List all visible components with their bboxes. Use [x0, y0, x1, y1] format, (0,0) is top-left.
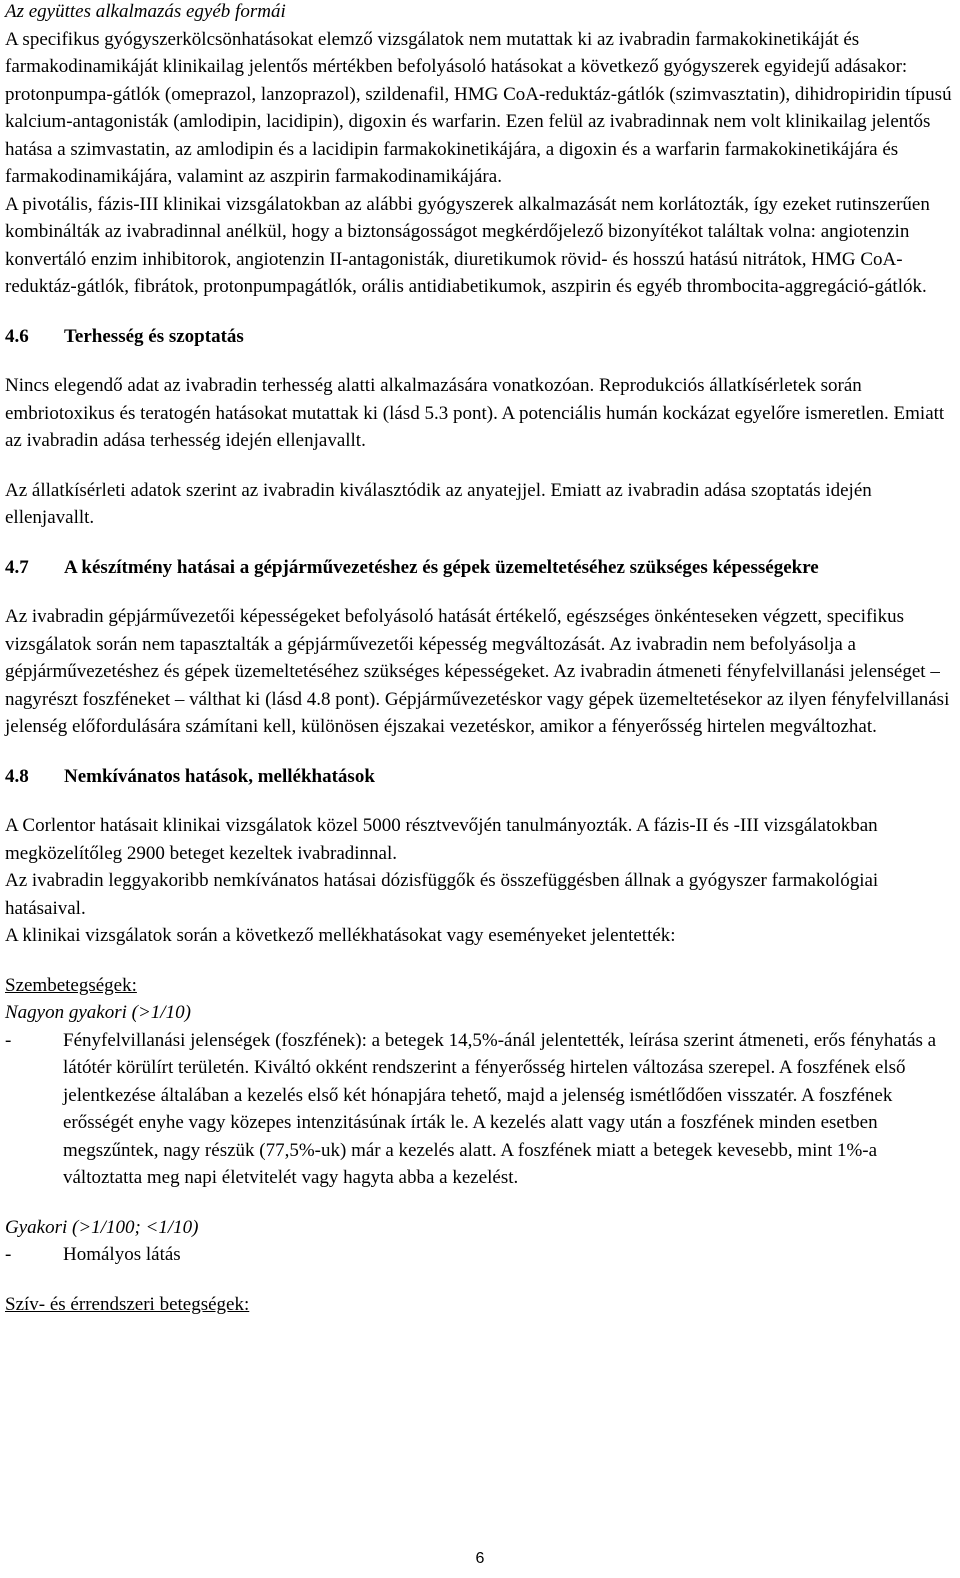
frequency-label: Gyakori (>1/100; <1/10): [5, 1216, 199, 1238]
paragraph: Az ivabradin leggyakoribb nemkívánatos hatásai dózisfüggők és összefüggésben állnak a gyógyszer farmakológiai hatásaival.: [5, 870, 879, 919]
list-dash: -: [5, 1029, 12, 1051]
paragraph: Az állatkísérleti adatok szerint az ivabradin kiválasztódik az anyatejjel. Emiatt az ivabradin adása szoptatás idején ellenjavallt.: [5, 479, 872, 528]
paragraph: Az ivabradin gépjárművezetői képességeket befolyásoló hatását értékelő, egészséges önkénteseken végzett, specifikus vizsgálatok során nem tapasztalták a gépjárművezetői képesség megváltozását. Az ivabradin nem befolyásolja a gépjárművezetéshez és gépek üzemeltetéséhez szükséges képességeket. Az ivabradin átmeneti fényfelvillanási jelenséget – nagyrészt foszféneket – válthat ki (lásd 4.8 pont). Gépjárművezetéskor vagy gépek üzemeltetésekor az ilyen fényfelvillanási jelenség előfordulására számítani kell, különösen éjszakai vezetéskor, amikor a fényerősség hirtelen megváltozhat.: [5, 606, 950, 737]
list-item: [5, 1241, 953, 1269]
list-item-text: Homályos látás: [63, 1244, 181, 1265]
list-dash: -: [5, 1244, 12, 1265]
page-number: 6: [475, 1550, 485, 1567]
section-subtitle: Az együttes alkalmazás egyéb formái: [5, 1, 286, 22]
section-number: 4.6: [5, 325, 29, 347]
paragraph: A pivotális, fázis-III klinikai vizsgálatokban az alábbi gyógyszerek alkalmazását nem korlátozták, így ezeket rutinszerűen kombinálták az ivabradinnal anélkül, hogy a biztonságosságot megkérdőjelező bizonyítékot találtak volna: angiotenzin konvertáló enzim inhibitorok, angiotenzin II-antagonisták, diuretikumok rövid- és hosszú hatású nitrátok, HMG CoA-reduktáz-gátlók, fibrátok, protonpumpagátlók, orális antidiabetikumok, aszpirin és egyéb thrombocita-aggregáció-gátlók.: [5, 193, 930, 297]
soc-heading: Szív- és érrendszeri betegségek:: [5, 1293, 250, 1315]
soc-heading: Szembetegségek:: [5, 974, 137, 996]
section-number: 4.8: [5, 765, 29, 787]
section-heading-4-6: [5, 323, 953, 351]
document-page: [5, 0, 953, 1318]
section-heading-4-8: [5, 763, 953, 791]
section-number: 4.7: [5, 556, 29, 578]
section-title: Terhesség és szoptatás: [64, 325, 244, 347]
section-title: A készítmény hatásai a gépjárművezetéshez és gépek üzemeltetéséhez szükséges képességekre: [64, 556, 819, 578]
paragraph: A klinikai vizsgálatok során a következő mellékhatásokat vagy eseményeket jelentették:: [5, 925, 676, 946]
list-item: [5, 1027, 953, 1192]
paragraph: A specifikus gyógyszerkölcsönhatásokat elemző vizsgálatok nem mutattak ki az ivabradin farmakokinetikáját és farmakodinamikáját klinikailag jelentős mértékben befolyásoló hatásokat a következő gyógyszerek egyidejű adásakor: protonpumpa-gátlók (omeprazol, lanzoprazol), szildenafil, HMG CoA-reduktáz-gátlók (szimvasztatin), dihidropiridin típusú kalcium-antagonisták (amlodipin, lacidipin), digoxin és warfarin. Ezen felül az ivabradinnak nem volt klinikailag jelentős hatása a szimvastatin, az amlodipin és a lacidipin farmakokinetikájára, a digoxin és a warfarin farmakokinetikájára és farmakodinamikájára, valamint az aszpirin farmakodinamikájára.: [5, 28, 952, 187]
section-title: Nemkívánatos hatások, mellékhatások: [64, 765, 375, 787]
section-heading-4-7: [5, 554, 953, 582]
list-item-text: Fényfelvillanási jelenségek (foszfének): a betegek 14,5%-ánál jelentették, leírása szerint átmeneti, erős fényhatás a látótér körülírt területén. Kiváltó okként rendszerint a fényerősség hirtelen változása szerepel. A foszfének első jelentkezése általában a kezelés első két hónapjára tehető, majd a jelenség ismétlődően visszatér. A foszfének erősségét enyhe vagy közepes intenzitásúnak írták le. A kezelés alatt vagy után a foszfének minden esetben megszűntek, nagy részük (77,5%-uk) már a kezelés alatt. A foszfének miatt a betegek kevesebb, mint 1%-a változtatta meg napi életvitelét vagy hagyta abba a kezelést.: [63, 1029, 937, 1188]
paragraph: A Corlentor hatásait klinikai vizsgálatok közel 5000 résztvevőjén tanulmányozták. A fázis-II és -III vizsgálatokban megközelítőleg 2900 beteget kezeltek ivabradinnal.: [5, 815, 878, 864]
frequency-label: Nagyon gyakori (>1/10): [5, 1002, 191, 1023]
paragraph: Nincs elegendő adat az ivabradin terhesség alatti alkalmazására vonatkozóan. Reprodukciós állatkísérletek során embriotoxikus és teratogén hatásokat mutattak ki (lásd 5.3 pont). A potenciális humán kockázat egyelőre ismeretlen. Emiatt az ivabradin adása terhesség idején ellenjavallt.: [5, 375, 945, 451]
